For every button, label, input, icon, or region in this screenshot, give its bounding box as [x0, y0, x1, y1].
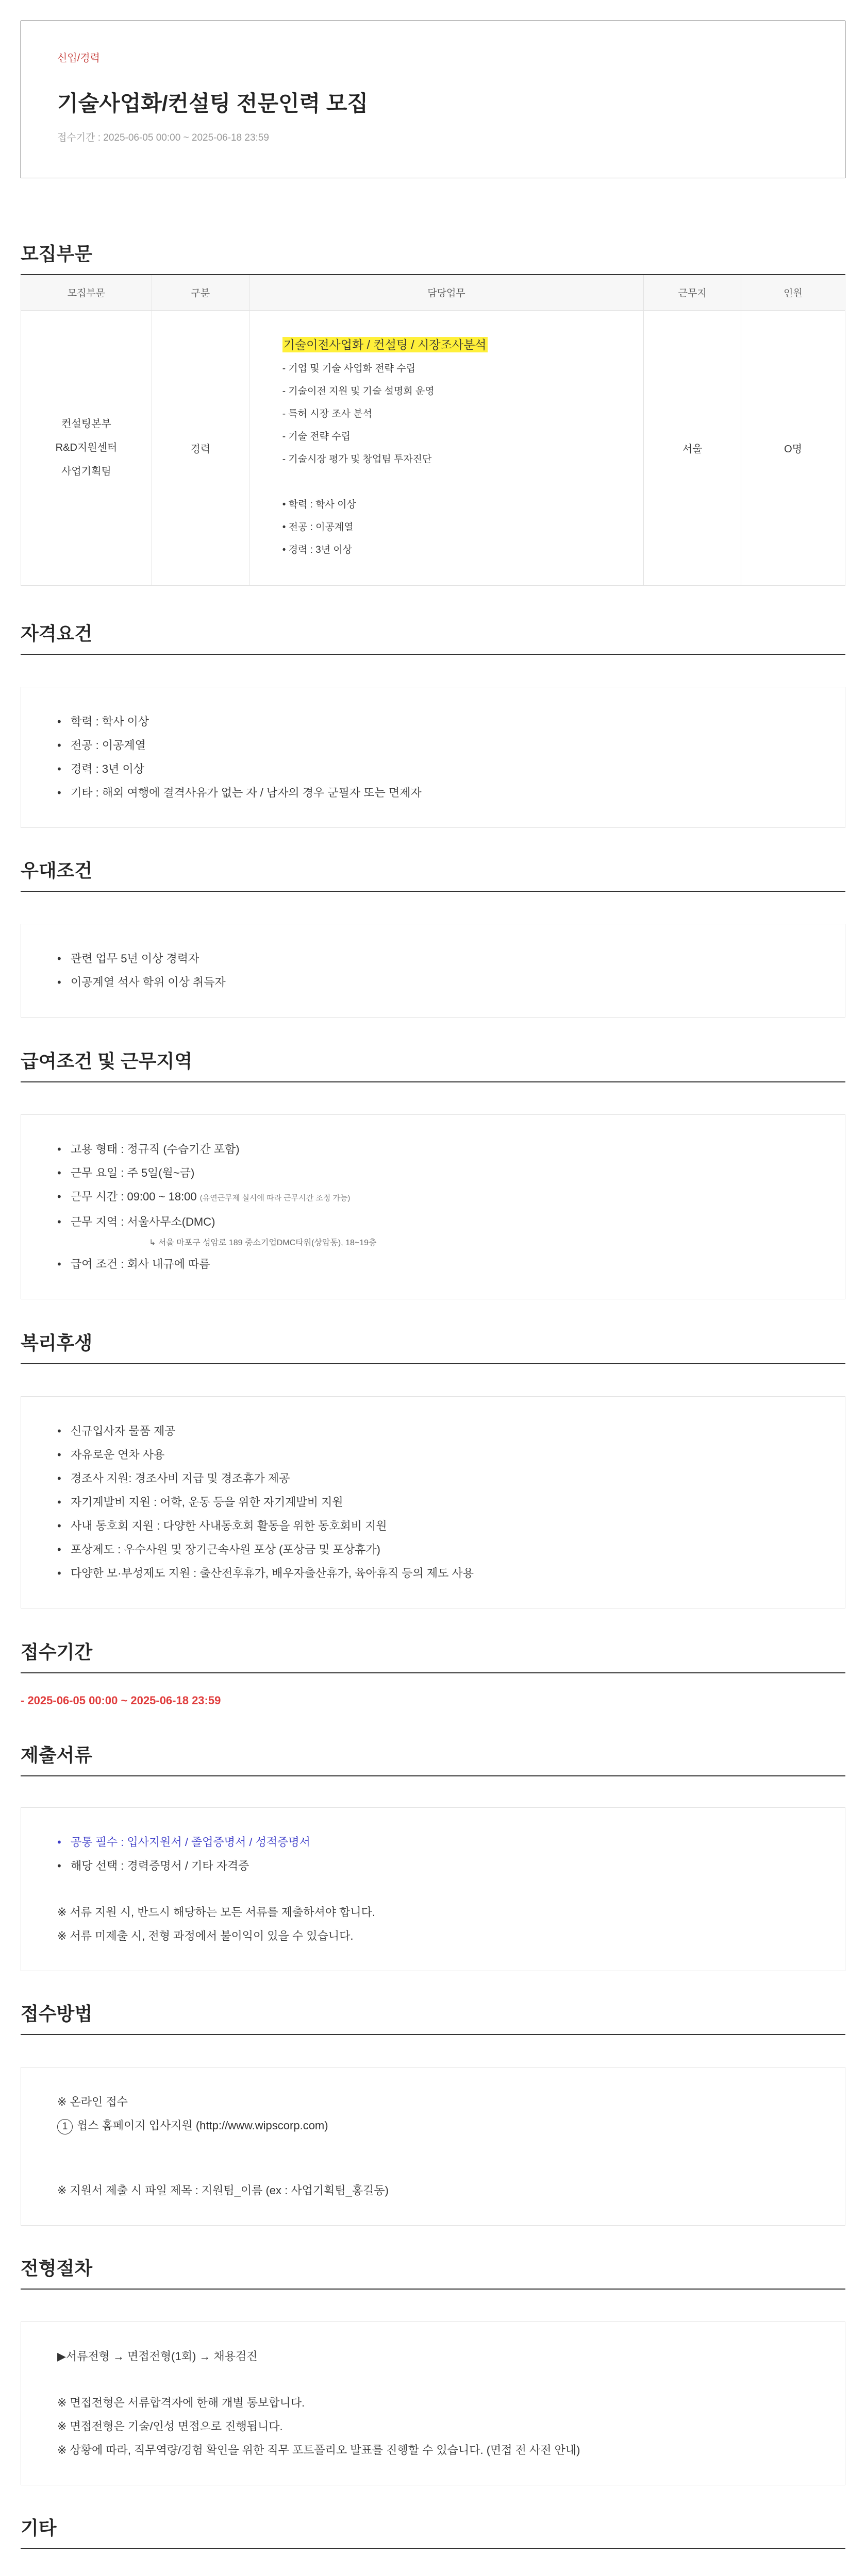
hours-note: (유연근무제 실시에 따라 근무시간 조정 가능) — [199, 1193, 351, 1202]
process-flow: ▶서류전형 → 면접전형(1회) → 채용검진 — [57, 2349, 258, 2363]
office-address: ↳ 서울 마포구 성암로 189 중소기업DMC타워(상암동), 18~19층 — [149, 1238, 377, 1247]
table-row — [21, 310, 845, 585]
section-divider — [21, 891, 845, 892]
online-label: ※ 온라인 접수 — [57, 2095, 128, 2108]
note: ※ 면접전형은 서류합격자에 한해 개별 통보합니다. — [57, 2396, 305, 2409]
recruit-table — [21, 275, 845, 586]
list-item: • 급여 조건 : 회사 내규에 따름 — [57, 1257, 210, 1270]
location-cell: 서울 — [644, 310, 741, 585]
list-item: • 다양한 모·부성제도 지원 : 출산전후휴가, 배우자출산휴가, 육아휴직 등의 제도 사용 — [57, 1566, 474, 1580]
section-welfare — [21, 1331, 845, 1608]
posting-header — [21, 21, 845, 178]
spacer — [57, 1878, 809, 1901]
section-qualification — [21, 622, 845, 828]
category-label: 신입/경력 — [57, 53, 100, 64]
application-period: 접수기간 : 2025-06-05 00:00 ~ 2025-06-18 23:59 — [57, 132, 269, 143]
section-etc — [21, 2516, 845, 2576]
section-apply — [21, 2002, 845, 2226]
qual-item: • 학력 : 학사 이상 — [282, 499, 356, 510]
list-item: • 근무 요일 : 주 5일(월~금) — [57, 1166, 195, 1179]
section-title: 모집부문 — [21, 243, 93, 264]
section-title: 전형절차 — [21, 2257, 93, 2279]
filename-note: ※ 지원서 제출 시 파일 제목 : 지원팀_이름 (ex : 사업기획팀_홍길동) — [57, 2183, 389, 2197]
list-item: • 경조사 지원: 경조사비 지급 및 경조휴가 제공 — [57, 1471, 290, 1485]
table-header-row — [21, 275, 845, 310]
list-item: • 이공계열 석사 학위 이상 취득자 — [57, 975, 226, 989]
section-divider — [21, 1672, 845, 1673]
list-item: • 자유로운 연차 사용 — [57, 1448, 165, 1461]
section-salary — [21, 1049, 845, 1299]
qualification-box — [21, 687, 845, 828]
headcount-cell: O명 — [741, 310, 845, 585]
section-title: 제출서류 — [21, 1744, 93, 1766]
qual-item: • 전공 : 이공계열 — [282, 521, 354, 533]
section-documents — [21, 1743, 845, 1971]
section-preference — [21, 859, 845, 1018]
list-item: • 신규입사자 물품 제공 — [57, 1424, 176, 1437]
step-number: 1 — [57, 2119, 73, 2134]
section-process — [21, 2257, 845, 2485]
list-item: • 공통 필수 : 입사지원서 / 졸업증명서 / 성적증명서 — [57, 1835, 310, 1849]
duty-item: - 기업 및 기술 사업화 전략 수립 — [282, 363, 415, 374]
page-title: 기술사업화/컨설팅 전문인력 모집 — [57, 91, 369, 115]
section-divider — [21, 2289, 845, 2290]
dept-cell — [21, 310, 152, 585]
apply-step — [57, 2114, 809, 2138]
preference-box — [21, 924, 845, 1018]
duty-item: - 기술이전 지원 및 기술 설명회 운영 — [282, 385, 435, 397]
section-divider — [21, 654, 845, 655]
process-box — [21, 2321, 845, 2485]
section-divider — [21, 2034, 845, 2035]
section-title: 기타 — [21, 2517, 57, 2538]
section-title: 복리후생 — [21, 1332, 93, 1353]
documents-box — [21, 1807, 845, 1971]
spacer — [57, 2138, 809, 2179]
list-item: • 자기계발비 지원 : 어학, 운동 등을 위한 자기계발비 지원 — [57, 1495, 343, 1509]
column-header: 구분 — [152, 275, 249, 310]
list-item: • 경력 : 3년 이상 — [57, 762, 144, 775]
list-item: • 사내 동호회 지원 : 다양한 사내동호회 활동을 위한 동호회비 지원 — [57, 1519, 387, 1532]
section-title: 자격요건 — [21, 622, 93, 644]
section-divider — [21, 2548, 845, 2549]
duty-highlight: 기술이전사업화 / 컨설팅 / 시장조사분석 — [283, 337, 487, 351]
duty-item: - 기술 전략 수립 — [282, 431, 351, 442]
note: ※ 상황에 따라, 직무역량/경험 확인을 위한 직무 포트폴리오 발표를 진행할 수 있습니다. (면접 전 사전 안내) — [57, 2443, 580, 2456]
section-divider — [21, 1081, 845, 1082]
apply-box — [21, 2067, 845, 2226]
note: ※ 서류 미제출 시, 전형 과정에서 불이익이 있을 수 있습니다. — [57, 1929, 354, 1942]
column-header: 모집부문 — [21, 275, 152, 310]
list-item: • 관련 업무 5년 이상 경력자 — [57, 952, 199, 965]
list-item: • 전공 : 이공계열 — [57, 738, 146, 752]
salary-box — [21, 1114, 845, 1299]
section-recruit — [21, 242, 845, 586]
list-item: • 해당 선택 : 경력증명서 / 기타 자격증 — [57, 1859, 249, 1872]
column-header: 근무지 — [644, 275, 741, 310]
section-title: 우대조건 — [21, 859, 93, 881]
note: ※ 면접전형은 기술/인성 면접으로 진행됩니다. — [57, 2419, 283, 2433]
list-item: • 기타 : 해외 여행에 결격사유가 없는 자 / 남자의 경우 군필자 또는 면제자 — [57, 786, 422, 799]
section-title: 접수기간 — [21, 1641, 93, 1663]
period-value: - 2025-06-05 00:00 ~ 2025-06-18 23:59 — [21, 1693, 221, 1707]
section-period — [21, 1640, 845, 1708]
duty-cell — [249, 310, 644, 585]
list-item: • 근무 지역 : 서울사무소(DMC) — [57, 1215, 215, 1228]
duty-item: - 기술시장 평가 및 창업팀 투자진단 — [282, 453, 432, 465]
column-header: 인원 — [741, 275, 845, 310]
dept-line: 컨설팅본부 — [61, 418, 111, 430]
section-divider — [21, 1363, 845, 1364]
dept-line: 사업기획팀 — [61, 466, 111, 477]
welfare-box — [21, 1396, 845, 1608]
spacer — [282, 471, 613, 494]
section-title: 급여조건 및 근무지역 — [21, 1050, 192, 1072]
note: ※ 서류 지원 시, 반드시 해당하는 모든 서류를 제출하셔야 합니다. — [57, 1905, 375, 1919]
list-item: • 고용 형태 : 정규직 (수습기간 포함) — [57, 1142, 240, 1156]
list-item: • 포상제도 : 우수사원 및 장기근속사원 포상 (포상금 및 포상휴가) — [57, 1543, 380, 1556]
apply-link[interactable]: 윕스 홈페이지 입사지원 (http://www.wipscorp.com) — [77, 2119, 328, 2132]
spacer — [57, 2368, 809, 2391]
type-cell: 경력 — [152, 310, 249, 585]
section-title: 접수방법 — [21, 2003, 93, 2024]
list-item: • 학력 : 학사 이상 — [57, 715, 149, 728]
qual-item: • 경력 : 3년 이상 — [282, 544, 353, 555]
section-divider — [21, 1775, 845, 1776]
column-header: 담당업무 — [249, 275, 644, 310]
list-item: • 근무 시간 : 09:00 ~ 18:00 (유연근무제 실시에 따라 근무시간 조정 가능) — [57, 1190, 351, 1203]
duty-item: - 특허 시장 조사 분석 — [282, 408, 372, 419]
dept-line: R&D지원센터 — [55, 442, 118, 453]
